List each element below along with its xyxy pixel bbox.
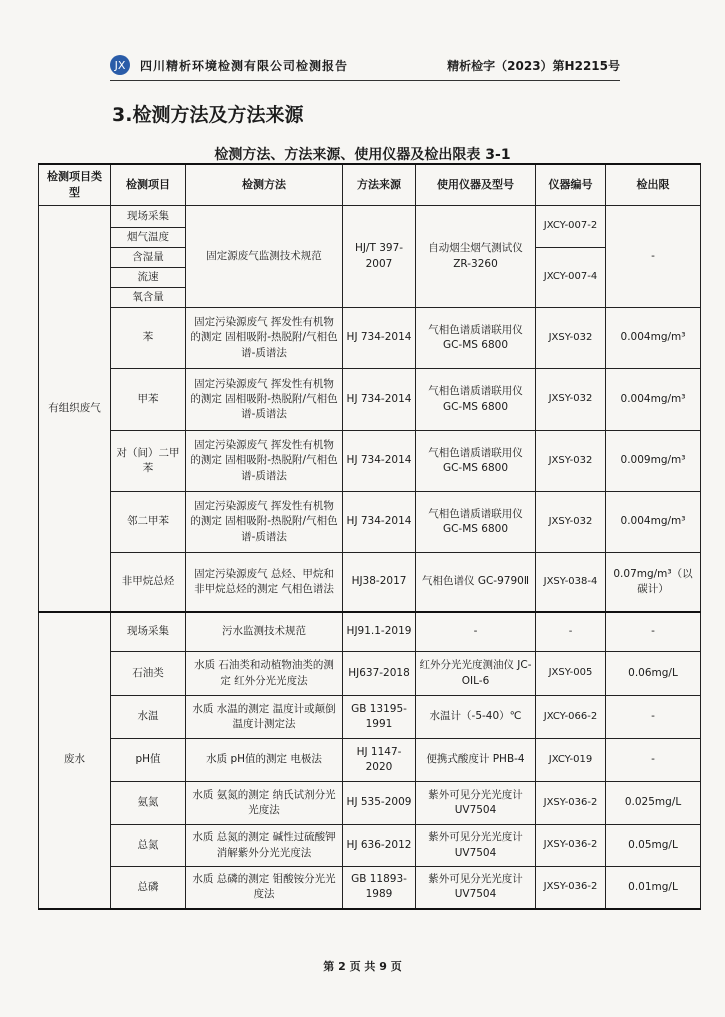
instrument-cell: 便携式酸度计 PHB-4	[416, 739, 536, 782]
limit-cell: -	[606, 696, 701, 739]
id-cell: JXSY-032	[536, 308, 606, 369]
method-cell: 水质 pH值的测定 电极法	[186, 739, 343, 782]
id-cell: -	[536, 612, 606, 652]
item-cell: 现场采集	[111, 612, 186, 652]
source-cell: HJ 734-2014	[343, 369, 416, 431]
item-cell: 烟气温度	[111, 228, 186, 248]
instrument-cell: 自动烟尘烟气测试仪 ZR-3260	[416, 206, 536, 308]
source-cell: HJ637-2018	[343, 652, 416, 696]
id-cell: JXCY-019	[536, 739, 606, 782]
limit-cell: 0.06mg/L	[606, 652, 701, 696]
source-cell: HJ 636-2012	[343, 825, 416, 867]
limit-cell: -	[606, 739, 701, 782]
limit-cell: 0.004mg/m³	[606, 369, 701, 431]
item-cell: 石油类	[111, 652, 186, 696]
category-cell: 废水	[39, 612, 111, 909]
table-row	[39, 431, 701, 492]
source-cell: GB 11893-1989	[343, 867, 416, 909]
item-cell: 含湿量	[111, 248, 186, 268]
item-cell: 水温	[111, 696, 186, 739]
limit-cell: 0.05mg/L	[606, 825, 701, 867]
item-cell: 甲苯	[111, 369, 186, 431]
table-row	[39, 739, 701, 782]
item-cell: 现场采集	[111, 206, 186, 228]
id-cell: JXSY-036-2	[536, 867, 606, 909]
instrument-cell: 水温计（-5-40）℃	[416, 696, 536, 739]
category-cell: 有组织废气	[39, 206, 111, 612]
limit-cell: 0.009mg/m³	[606, 431, 701, 492]
id-cell: JXSY-038-4	[536, 553, 606, 612]
method-cell: 固定污染源废气 挥发性有机物的测定 固相吸附-热脱附/气相色谱-质谱法	[186, 308, 343, 369]
item-cell: pH值	[111, 739, 186, 782]
method-cell: 固定污染源废气 总烃、甲烷和非甲烷总烃的测定 气相色谱法	[186, 553, 343, 612]
id-cell: JXSY-036-2	[536, 825, 606, 867]
item-cell: 对（间）二甲苯	[111, 431, 186, 492]
report-number: 精析检字（2023）第H2215号	[447, 58, 620, 73]
id-cell: JXSY-036-2	[536, 782, 606, 825]
methods-table	[38, 163, 701, 910]
page-header	[110, 50, 620, 81]
method-cell: 水质 氨氮的测定 纳氏试剂分光光度法	[186, 782, 343, 825]
id-cell: JXCY-007-4	[536, 248, 606, 308]
col-header: 检测项目类型	[39, 164, 111, 206]
instrument-cell: 气相色谱质谱联用仪 GC-MS 6800	[416, 431, 536, 492]
source-cell: HJ91.1-2019	[343, 612, 416, 652]
instrument-cell: -	[416, 612, 536, 652]
source-cell: HJ38-2017	[343, 553, 416, 612]
col-header: 检测方法	[186, 164, 343, 206]
table-row	[39, 825, 701, 867]
instrument-cell: 气相色谱质谱联用仪 GC-MS 6800	[416, 492, 536, 553]
method-cell: 水质 总氮的测定 碱性过硫酸钾消解紫外分光光度法	[186, 825, 343, 867]
col-header: 方法来源	[343, 164, 416, 206]
method-cell: 固定污染源废气 挥发性有机物的测定 固相吸附-热脱附/气相色谱-质谱法	[186, 369, 343, 431]
table-row	[39, 867, 701, 909]
limit-cell: 0.004mg/m³	[606, 492, 701, 553]
table-row	[39, 492, 701, 553]
limit-cell: 0.025mg/L	[606, 782, 701, 825]
limit-cell: 0.07mg/m³（以碳计）	[606, 553, 701, 612]
table-row	[39, 553, 701, 612]
organization-name: 四川精析环境检测有限公司检测报告	[140, 58, 349, 73]
table-header-row	[39, 164, 701, 206]
id-cell: JXCY-066-2	[536, 696, 606, 739]
item-cell: 氨氮	[111, 782, 186, 825]
source-cell: HJ/T 397-2007	[343, 206, 416, 308]
company-logo-icon: JX	[110, 55, 130, 75]
source-cell: GB 13195-1991	[343, 696, 416, 739]
page-number: 第 2 页 共 9 页	[323, 960, 402, 973]
col-header: 使用仪器及型号	[416, 164, 536, 206]
instrument-cell: 红外分光光度测油仪 JC-OIL-6	[416, 652, 536, 696]
method-cell: 水质 石油类和动植物油类的测定 红外分光光度法	[186, 652, 343, 696]
limit-cell: -	[606, 612, 701, 652]
table-row	[39, 308, 701, 369]
instrument-cell: 气相色谱仪 GC-9790Ⅱ	[416, 553, 536, 612]
item-cell: 非甲烷总烃	[111, 553, 186, 612]
limit-cell: 0.01mg/L	[606, 867, 701, 909]
method-cell: 固定源废气监测技术规范	[186, 206, 343, 308]
item-cell: 苯	[111, 308, 186, 369]
item-cell: 流速	[111, 268, 186, 288]
section-title: 3.检测方法及方法来源	[112, 104, 304, 126]
item-cell: 氧含量	[111, 288, 186, 308]
method-cell: 污水监测技术规范	[186, 612, 343, 652]
table-row	[39, 696, 701, 739]
table-title: 检测方法、方法来源、使用仪器及检出限表 3-1	[214, 147, 511, 163]
table-row	[39, 782, 701, 825]
id-cell: JXSY-005	[536, 652, 606, 696]
col-header: 检测项目	[111, 164, 186, 206]
limit-cell: 0.004mg/m³	[606, 308, 701, 369]
limit-cell: -	[606, 206, 701, 308]
instrument-cell: 紫外可见分光光度计 UV7504	[416, 825, 536, 867]
table-row	[39, 206, 701, 228]
item-cell: 总氮	[111, 825, 186, 867]
instrument-cell: 紫外可见分光光度计 UV7504	[416, 867, 536, 909]
source-cell: HJ 535-2009	[343, 782, 416, 825]
source-cell: HJ 734-2014	[343, 492, 416, 553]
item-cell: 总磷	[111, 867, 186, 909]
instrument-cell: 紫外可见分光光度计 UV7504	[416, 782, 536, 825]
item-cell: 邻二甲苯	[111, 492, 186, 553]
source-cell: HJ 1147-2020	[343, 739, 416, 782]
method-cell: 水质 水温的测定 温度计或颠倒温度计测定法	[186, 696, 343, 739]
method-cell: 水质 总磷的测定 钼酸铵分光光度法	[186, 867, 343, 909]
col-header: 检出限	[606, 164, 701, 206]
table-row	[39, 612, 701, 652]
col-header: 仪器编号	[536, 164, 606, 206]
id-cell: JXSY-032	[536, 369, 606, 431]
id-cell: JXSY-032	[536, 492, 606, 553]
source-cell: HJ 734-2014	[343, 431, 416, 492]
method-cell: 固定污染源废气 挥发性有机物的测定 固相吸附-热脱附/气相色谱-质谱法	[186, 431, 343, 492]
method-cell: 固定污染源废气 挥发性有机物的测定 固相吸附-热脱附/气相色谱-质谱法	[186, 492, 343, 553]
source-cell: HJ 734-2014	[343, 308, 416, 369]
instrument-cell: 气相色谱质谱联用仪 GC-MS 6800	[416, 369, 536, 431]
instrument-cell: 气相色谱质谱联用仪 GC-MS 6800	[416, 308, 536, 369]
table-row	[39, 652, 701, 696]
table-row	[39, 369, 701, 431]
id-cell: JXCY-007-2	[536, 206, 606, 248]
id-cell: JXSY-032	[536, 431, 606, 492]
